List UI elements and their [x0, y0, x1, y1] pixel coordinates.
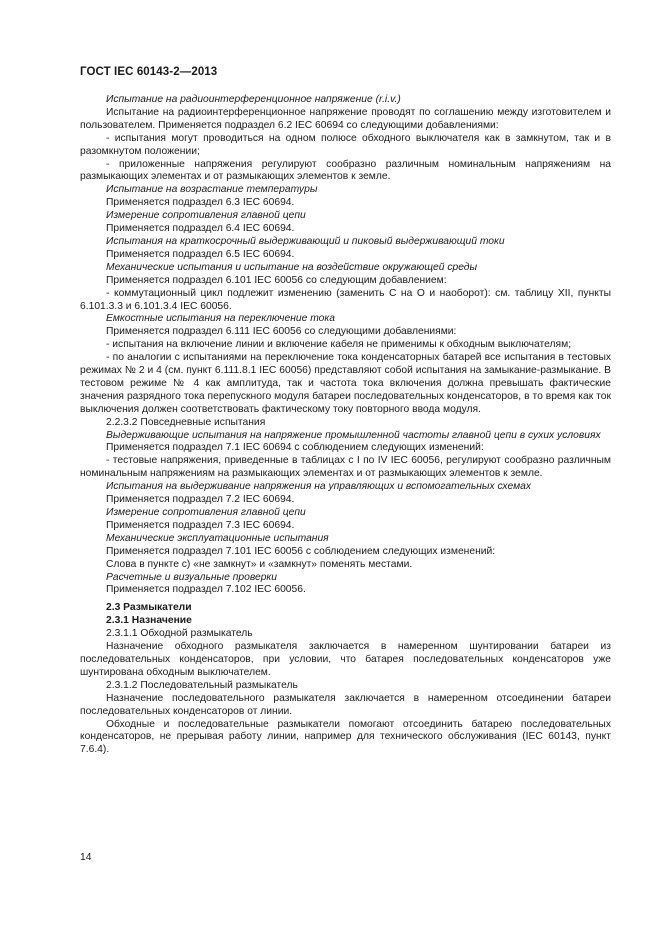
paragraph: Испытания на выдерживание напряжения на управляющих и вспомогательных схемах — [106, 481, 532, 493]
paragraph: Применяется подраздел 6.111 IEC 60056 со следующими добавлениями: — [106, 326, 457, 338]
paragraph: Применяется подраздел 6.5 IEC 60694. — [106, 248, 295, 260]
paragraph: Применяется подраздел 7.2 IEC 60694. — [106, 494, 295, 506]
paragraph: Назначение последовательного размыкателя заключается в намеренном отсоединении батареи последовательных конденсаторов от линии. — [80, 692, 611, 717]
paragraph: Измерение сопротивления главной цепи — [106, 507, 306, 518]
paragraph: - по аналогии с испытаниями на переключение тока конденсаторных батарей все испытания в тестовых режимах № 2 и 4 (см. пункт 6.111.8.1 IEC 60056) представляют собой испытания на замыкание-размыкание. В тестовом режиме № 4 как амплитуда, так и частота тока включения должна превышать фактические значения разрядного тока перепускного модуля батареи последовательных конденсаторов, в то время как ток выключения должен соответствовать фактическому току повторного ввода модуля. — [80, 352, 611, 415]
paragraph: 2.3.1.1 Обходной размыкатель — [106, 628, 253, 640]
paragraph: 2.3 Размыкатели — [106, 602, 192, 614]
paragraph: 2.3.1 Назначение — [106, 615, 192, 627]
paragraph: Емкостные испытания на переключение тока — [106, 313, 335, 325]
paragraph: 2.2.3.2 Повседневные испытания — [106, 416, 266, 428]
paragraph: - приложенные напряжения регулируют сообразно различным номинальным напряжениям на размыкающих элементах и от размыкающих элементов к земле. — [80, 158, 611, 183]
paragraph: Применяется подраздел 7.102 IEC 60056. — [106, 584, 306, 596]
paragraph: Испытание на радиоинтерференционное напряжение проводят по соглашению между изготовителем и пользователем. Применяется подраздел 6.2 IEC 60694 со следующими добавлениями: — [80, 106, 611, 131]
paragraph: Расчетные и визуальные проверки — [106, 571, 278, 583]
paragraph: Испытание на возрастание температуры — [106, 184, 318, 196]
paragraph: Применяется подраздел 7.101 IEC 60056 с соблюдением следующих изменений: — [106, 545, 496, 557]
paragraph: Слова в пункте с) «не замкнут» и «замкнут» поменять местами. — [106, 558, 413, 570]
document-header: ГОСТ IEC 60143-2—2013 — [80, 66, 218, 78]
paragraph: Применяется подраздел 6.101 IEC 60056 со следующим добавлением: — [106, 274, 447, 286]
paragraph: Испытания на краткосрочный выдерживающий и пиковый выдерживающий токи — [106, 235, 505, 247]
paragraph: - испытания могут проводиться на одном полюсе обходного выключателя как в замкнутом, так и в разомкнутом положении; — [80, 132, 611, 157]
paragraph: Назначение обходного размыкателя заключается в намеренном шунтировании батареи из последовательных конденсаторов, при условии, что батарея последовательных конденсаторов уже шунтирована обходным выключателем. — [80, 641, 611, 678]
paragraph: Механические испытания и испытание на воздействие окружающей среды — [106, 261, 478, 273]
paragraph: - испытания на включение линии и включение кабеля не применимы к обходным выключателям; — [106, 339, 572, 351]
paragraph: Измерение сопротивления главной цепи — [106, 210, 306, 222]
paragraph: - тестовые напряжения, приведенные в таблицах с I по IV IEC 60056, регулируют сообразно различным номинальным напряжениям на размыкающих элементах и от размыкающих элементов к земле. — [80, 455, 611, 480]
page-number: 14 — [80, 852, 92, 863]
paragraph: Механические эксплуатационные испытания — [106, 532, 329, 544]
paragraph: Испытание на радиоинтерференционное напряжение (r.i.v.) — [106, 94, 401, 105]
paragraph: - коммутационный цикл подлежит изменению (заменить С на О и наоборот): см. таблицу XII, пункты 6.101.3.3 и 6.101.3.4 IEC 60056. — [80, 287, 611, 312]
document-body — [80, 94, 611, 757]
paragraph: Применяется подраздел 7.1 IEC 60694 с соблюдением следующих изменений: — [106, 442, 484, 454]
paragraph: Обходные и последовательные размыкатели помогают отсоединить батарею последовательных конденсаторов, не прерывая работу линии, например для технического обслуживания (IEC 60143, пункт 7.6.4). — [80, 718, 611, 756]
paragraph: Применяется подраздел 7.3 IEC 60694. — [106, 519, 295, 531]
paragraph: 2.3.1.2 Последовательный размыкатель — [106, 679, 298, 691]
paragraph: Применяется подраздел 6.4 IEC 60694. — [106, 223, 295, 235]
paragraph: Применяется подраздел 6.3 IEC 60694. — [106, 197, 295, 209]
paragraph: Выдерживающие испытания на напряжение промышленной частоты главной цепи в сухих условиях — [106, 429, 601, 441]
